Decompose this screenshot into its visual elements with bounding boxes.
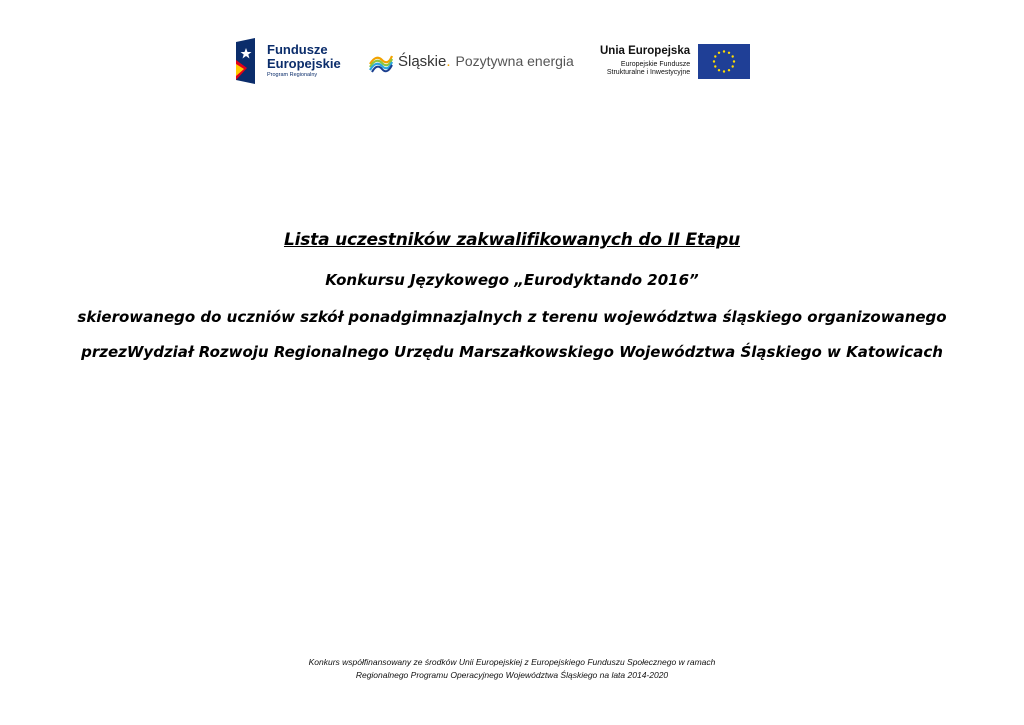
- slaskie-wave-icon: [368, 48, 394, 74]
- eu-line3: Strukturalne i Inwestycyjne: [606, 69, 691, 77]
- eu-logo: [600, 36, 750, 86]
- footer-line2: Regionalnego Programu Operacyjnego Województwa Śląskiego na lata 2014-2020: [355, 670, 669, 680]
- fe-line3: Program Regionalny: [267, 71, 318, 78]
- document-description-line1: skierowanego do uczniów szkół ponadgimnazjalnych z terenu województwa śląskiego organizowanego: [77, 308, 947, 326]
- slaskie-tagline: Pozytywna energia: [455, 53, 574, 69]
- eu-line1: Unia Europejska: [600, 44, 691, 57]
- fundusze-europejskie-logo: [233, 36, 341, 86]
- slaskie-name: Śląskie: [398, 52, 447, 70]
- fe-line1: Fundusze: [267, 42, 328, 58]
- fundusze-europejskie-icon: [233, 38, 259, 84]
- eu-flag-icon: [698, 44, 750, 79]
- footer-line1: Konkurs współfinansowany ze środków Unii Europejskiej z Europejskiego Funduszu Społecznego w ramach: [308, 657, 716, 667]
- fe-line2: Europejskie: [267, 56, 341, 72]
- eu-line2: Europejskie Fundusze: [620, 61, 691, 69]
- logo-bar: [0, 36, 1024, 86]
- slaskie-dot: .: [446, 52, 451, 70]
- slaskie-logo: [368, 36, 574, 86]
- document-title: Lista uczestników zakwalifikowanych do II Etapu: [283, 230, 741, 250]
- document-description-line2: przezWydział Rozwoju Regionalnego Urzędu Marszałkowskiego Województwa Śląskiego w Katowicach: [81, 343, 943, 361]
- document-subtitle: Konkursu Językowego „Eurodyktando 2016”: [325, 271, 699, 289]
